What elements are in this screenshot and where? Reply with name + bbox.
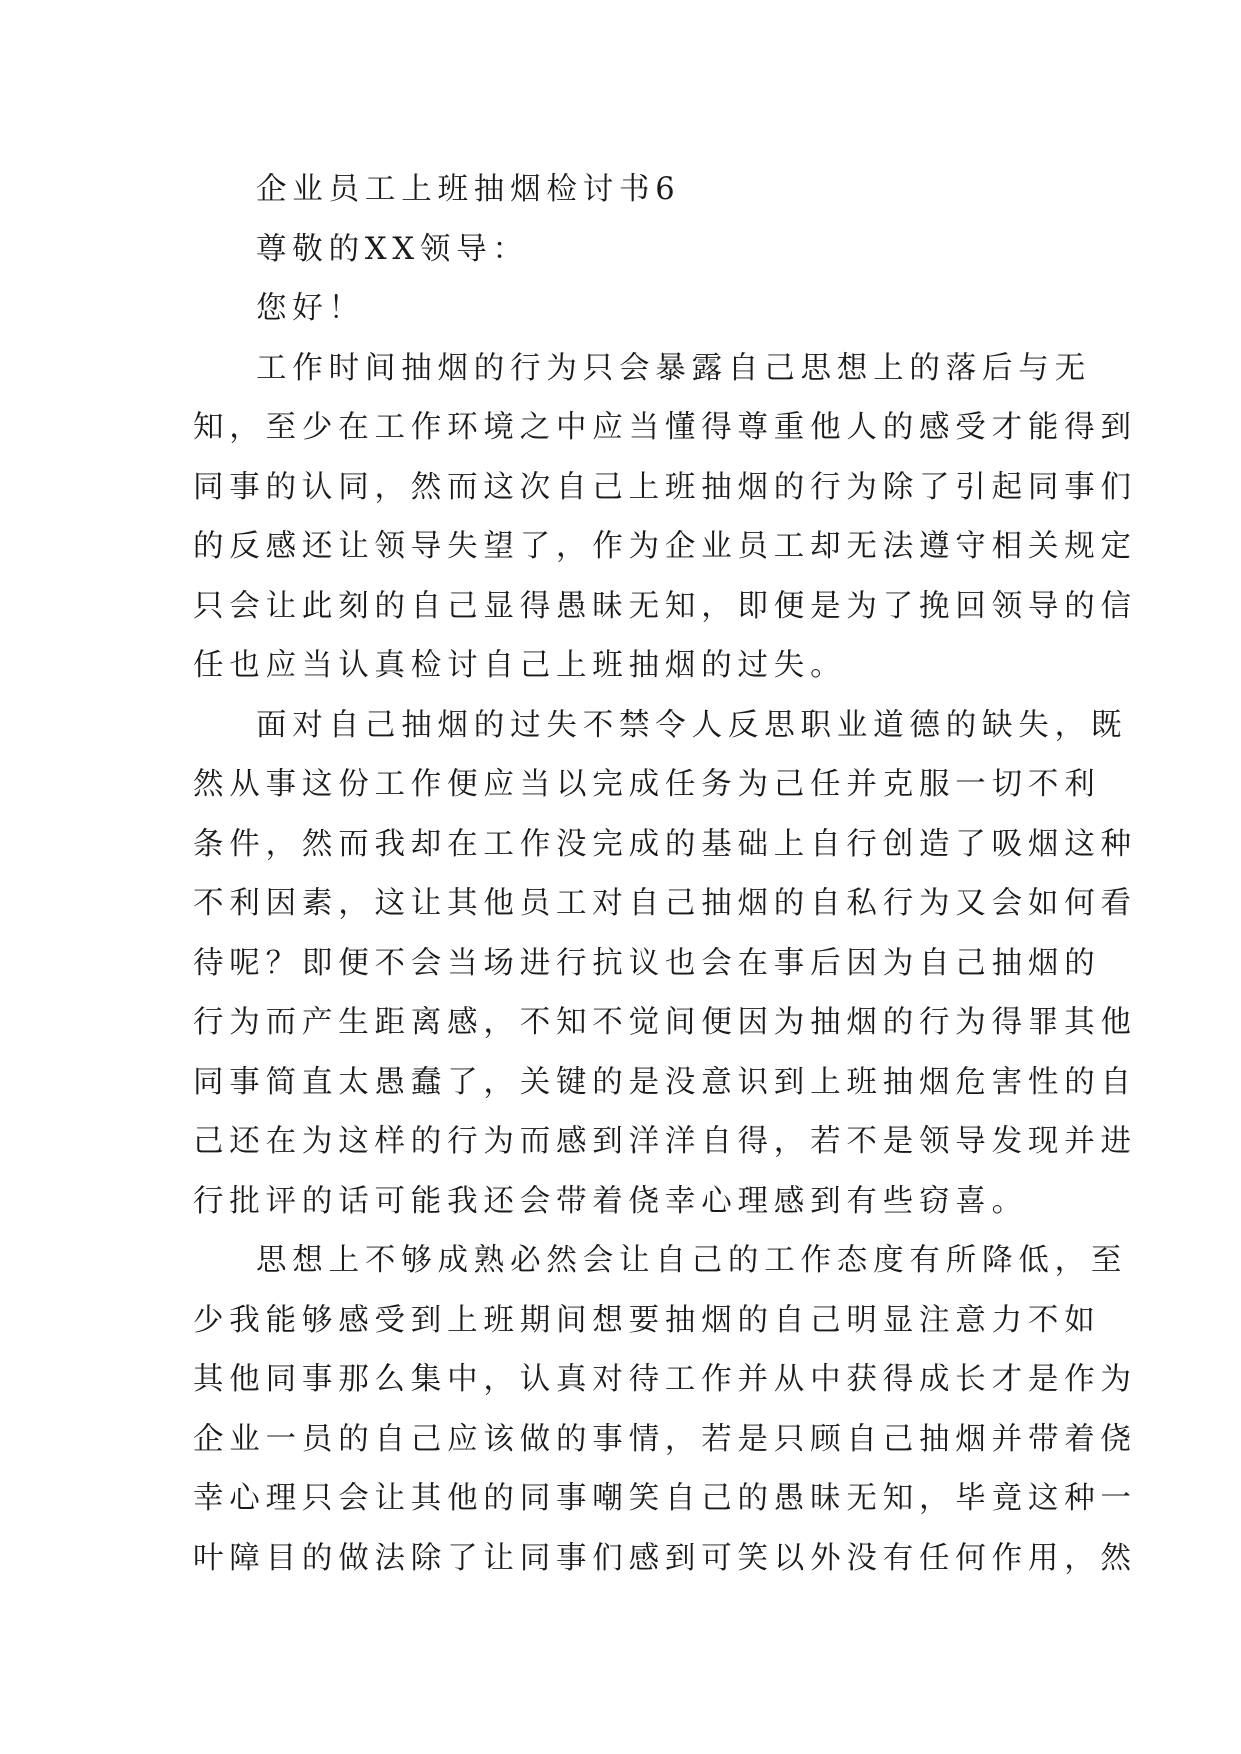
paragraph-line: 只会让此刻的自己显得愚昧无知，即便是为了挽回领导的信 (193, 588, 1137, 624)
paragraph-line: 同事简直太愚蠢了，关键的是没意识到上班抽烟危害性的自 (193, 1064, 1137, 1100)
paragraph-line: 叶障目的做法除了让同事们感到可笑以外没有任何作用，然 (193, 1540, 1137, 1576)
paragraph-line: 同事的认同，然而这次自己上班抽烟的行为除了引起同事们 (193, 469, 1137, 505)
paragraph-line: 其他同事那么集中，认真对待工作并从中获得成长才是作为 (193, 1362, 1137, 1397)
paragraph-1 (193, 339, 1137, 696)
paragraph-line: 然从事这份工作便应当以完成任务为己任并克服一切不利 (193, 767, 1101, 802)
paragraph-line: 行为而产生距离感，不知不觉间便因为抽烟的行为得罪其他 (193, 1005, 1137, 1040)
salutation: 尊敬的XX领导： (256, 231, 529, 267)
paragraph-3 (193, 1231, 1137, 1588)
paragraph-line: 不利因素，这让其他员工对自己抽烟的自私行为又会如何看 (193, 886, 1137, 921)
paragraph-line: 企业一员的自己应该做的事情，若是只顾自己抽烟并带着侥 (193, 1421, 1137, 1457)
paragraph-line: 条件，然而我却在工作没完成的基础上自行创造了吸烟这种 (193, 826, 1137, 862)
paragraph-line: 的反感还让领导失望了，作为企业员工却无法遵守相关规定 (193, 529, 1137, 564)
paragraph-line: 任也应当认真检讨自己上班抽烟的过失。 (193, 648, 847, 683)
paragraph-line: 己还在为这样的行为而感到洋洋自得，若不是领导发现并进 (193, 1124, 1137, 1159)
greeting: 您好！ (256, 291, 365, 326)
paragraph-line: 行批评的话可能我还会带着侥幸心理感到有些窃喜。 (193, 1183, 1028, 1219)
paragraph-2 (193, 696, 1137, 1232)
document-body (193, 160, 1137, 1588)
paragraph-line: 思想上不够成熟必然会让自己的工作态度有所降低，至 (256, 1243, 1128, 1278)
document-title: 企业员工上班抽烟检讨书6 (256, 172, 681, 207)
paragraph-line: 少我能够感受到上班期间想要抽烟的自己明显注意力不如 (193, 1302, 1101, 1338)
paragraph-line: 面对自己抽烟的过失不禁令人反思职业道德的缺失，既 (256, 707, 1128, 743)
paragraph-line: 知，至少在工作环境之中应当懂得尊重他人的感受才能得到 (193, 410, 1137, 445)
paragraph-line: 待呢？即便不会当场进行抗议也会在事后因为自己抽烟的 (193, 945, 1101, 981)
paragraph-line: 幸心理只会让其他的同事嘲笑自己的愚昧无知，毕竟这种一 (193, 1481, 1137, 1516)
paragraph-line: 工作时间抽烟的行为只会暴露自己思想上的落后与无 (256, 350, 1091, 386)
